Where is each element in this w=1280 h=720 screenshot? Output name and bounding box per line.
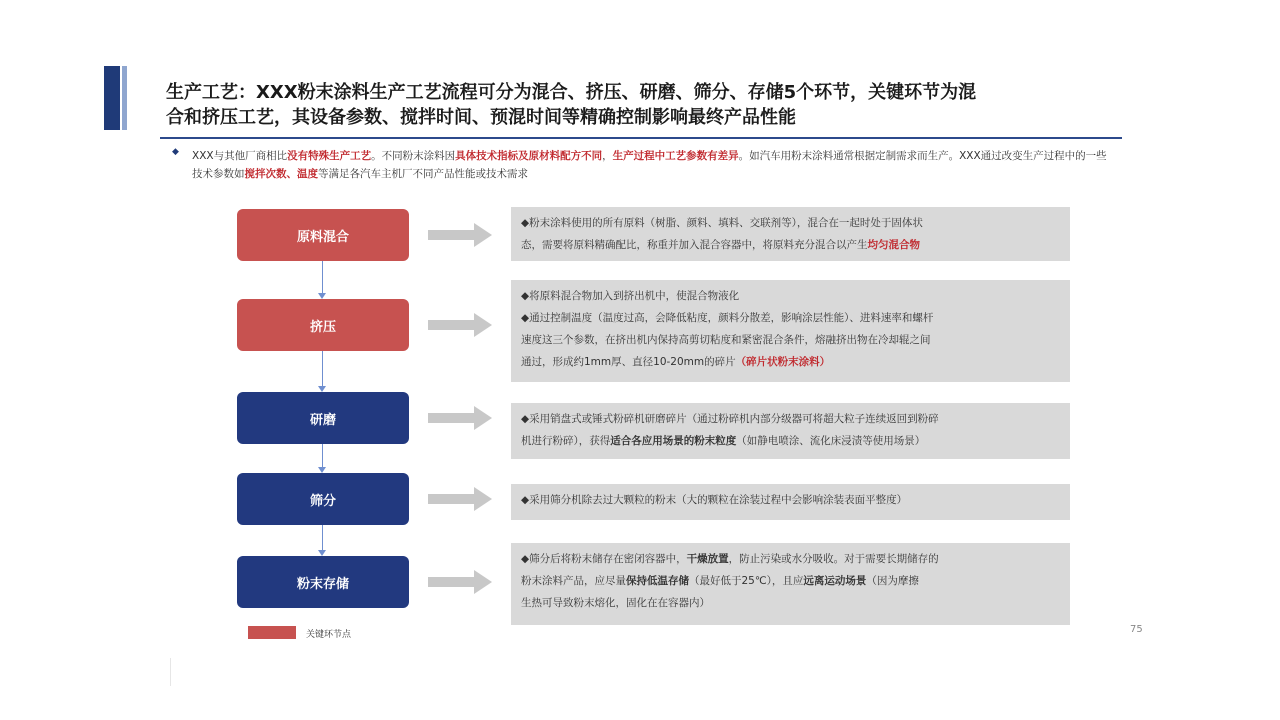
desc-text: （因为摩擦 <box>866 575 919 587</box>
flow-connector <box>322 525 323 550</box>
page-title <box>166 80 1106 130</box>
intro-bullet-icon: ◆ <box>172 147 179 157</box>
step-extrusion: 挤压 <box>237 299 409 351</box>
right-arrow-icon <box>428 570 492 594</box>
title-accent-bar <box>104 66 120 130</box>
intro-paragraph <box>192 147 1112 183</box>
step-grinding: 研磨 <box>237 392 409 444</box>
title-line-1: 生产工艺：XXX粉末涂料生产工艺流程可分为混合、挤压、研磨、筛分、存储5个环节，关键环节为混 <box>166 82 977 103</box>
page-number: 75 <box>1130 624 1143 635</box>
desc-line: ◆通过控制温度（温度过高，会降低粘度，颜料分散差，影响涂层性能）、进料速率和螺杆 <box>521 312 934 324</box>
desc-text: 通过，形成约1mm厚、直径10-20mm的碎片 <box>521 356 736 368</box>
desc-emphasis: 干燥放置 <box>686 553 729 565</box>
desc-line: ◆采用筛分机除去过大颗粒的粉末（大的颗粒在涂装过程中会影响涂装表面平整度） <box>521 494 908 506</box>
desc-line <box>521 570 1058 592</box>
desc-line <box>521 234 1058 256</box>
desc-emphasis: 保持低温存储 <box>626 575 689 587</box>
desc-text: 机进行粉碎），获得 <box>521 435 611 447</box>
title-divider <box>160 137 1122 139</box>
flow-arrow-icon <box>318 293 326 299</box>
desc-line: 生热可导致粉末熔化，固化在在容器内） <box>521 597 710 609</box>
desc-text: ◆筛分后将粉末储存在密闭容器中， <box>521 553 687 565</box>
intro-highlight: 生产过程中工艺参数有差异 <box>612 150 739 162</box>
desc-emphasis: 适合各应用场景的粉末粒度 <box>610 435 737 447</box>
desc-text: 粉末涂料产品，应尽量 <box>521 575 626 587</box>
desc-line: ◆粉末涂料使用的所有原料（树脂、颜料、填料、交联剂等），混合在一起时处于固体状 <box>521 217 923 229</box>
right-arrow-icon <box>428 313 492 337</box>
flow-connector <box>322 261 323 293</box>
right-arrow-icon <box>428 487 492 511</box>
intro-highlight: 没有特殊生产工艺 <box>287 150 372 162</box>
desc-sieving <box>511 484 1070 520</box>
intro-highlight: 具体技术指标及原材料配方不同 <box>455 150 603 162</box>
flow-arrow-icon <box>318 386 326 392</box>
desc-text: （如静电喷涂、流化床浸渍等使用场景） <box>736 435 926 447</box>
title-accent-bar-light <box>122 66 127 130</box>
desc-line: ◆将原料混合物加入到挤出机中，使混合物液化 <box>521 290 740 302</box>
intro-text: 等满足各汽车主机厂不同产品性能或技术需求 <box>318 168 528 180</box>
step-storage: 粉末存储 <box>237 556 409 608</box>
desc-line: ◆采用销盘式或锤式粉碎机研磨碎片（通过粉碎机内部分级器可将超大粒子连续返回到粉碎 <box>521 413 939 425</box>
footer-mark <box>170 658 171 686</box>
desc-mixing <box>511 207 1070 261</box>
intro-text: ， <box>602 150 613 162</box>
title-line-2: 合和挤压工艺，其设备参数、搅拌时间、预混时间等精确控制影响最终产品性能 <box>166 107 796 128</box>
right-arrow-icon <box>428 223 492 247</box>
intro-highlight: 搅拌次数、温度 <box>244 168 318 180</box>
desc-text: ，防止污染或水分吸收。对于需要长期储存的 <box>728 553 939 565</box>
intro-text: 。如汽车用粉末涂料通常根据定制需求而生产。XXX通过改变生产过程中的一些技术参数如 <box>192 150 1107 180</box>
right-arrow-icon <box>428 406 492 430</box>
legend-swatch <box>248 626 296 639</box>
flow-connector <box>322 351 323 386</box>
desc-emphasis: 远离运动场景 <box>803 575 867 587</box>
desc-line <box>521 430 1058 452</box>
intro-text: XXX与其他厂商相比 <box>192 150 288 162</box>
intro-text: 。不同粉末涂料因 <box>371 150 456 162</box>
flow-connector <box>322 444 323 467</box>
desc-line <box>521 548 1058 570</box>
desc-highlight: （碎片状粉末涂料） <box>735 356 831 368</box>
desc-storage <box>511 543 1070 625</box>
desc-text: （最好低于25℃），且应 <box>689 575 804 587</box>
step-mixing: 原料混合 <box>237 209 409 261</box>
desc-extrusion <box>511 280 1070 382</box>
desc-grinding <box>511 403 1070 459</box>
legend-label: 关键环节点 <box>306 630 352 640</box>
flow-arrow-icon <box>318 467 326 473</box>
step-sieving: 筛分 <box>237 473 409 525</box>
desc-highlight: 均匀混合物 <box>867 239 920 251</box>
desc-line <box>521 351 1058 373</box>
flow-arrow-icon <box>318 550 326 556</box>
desc-text: 态，需要将原料精确配比，称重并加入混合容器中，将原料充分混合以产生 <box>521 239 868 251</box>
desc-line: 速度这三个参数，在挤出机内保持高剪切粘度和紧密混合条件，熔融挤出物在冷却辊之间 <box>521 334 931 346</box>
